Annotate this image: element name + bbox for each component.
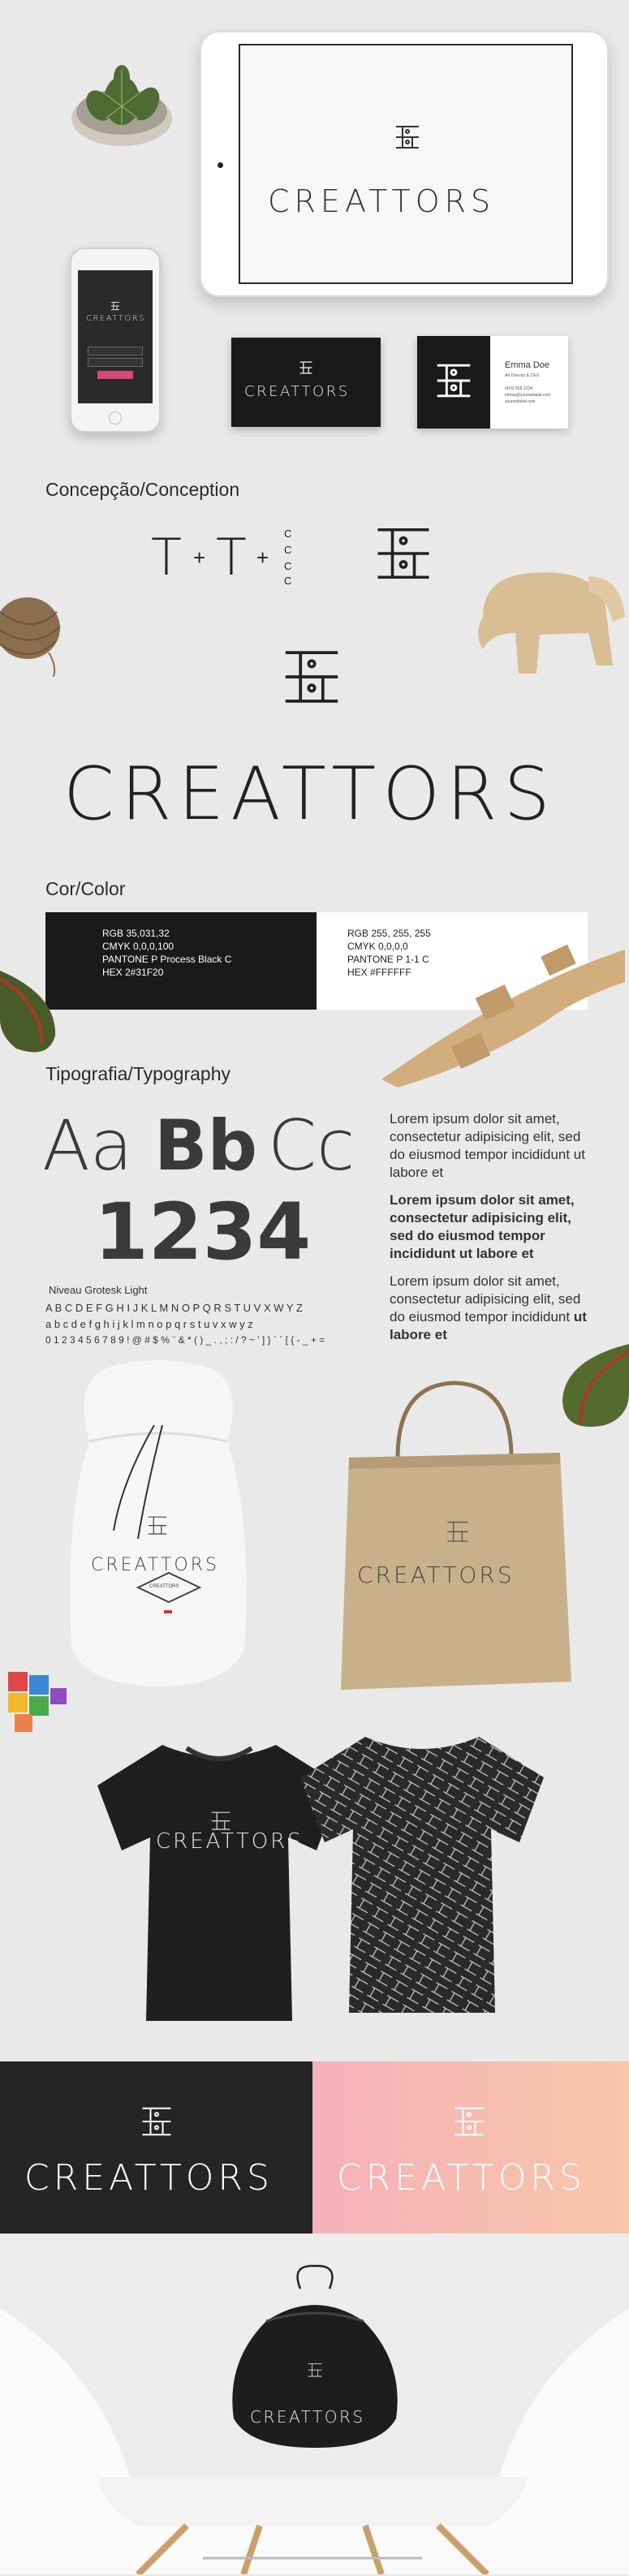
banner-left-logo: CREATTORS xyxy=(24,2157,274,2199)
black-hex: HEX 2#31F20 xyxy=(102,967,164,978)
phone-logo: CREATTORS xyxy=(86,314,146,323)
conception-title: Concepção/Conception xyxy=(45,479,240,500)
creattors-mark-icon xyxy=(449,2104,489,2139)
twine-ball-image xyxy=(0,588,73,677)
formula-plus1: + xyxy=(193,545,206,570)
creattors-mark-icon xyxy=(430,360,477,401)
creattors-mark-icon xyxy=(391,123,424,151)
patterned-tshirt-mockup xyxy=(292,1729,552,2021)
typography-title: Tipografia/Typography xyxy=(45,1063,231,1084)
font-name: Niveau Grotesk Light xyxy=(49,1284,148,1296)
black-cmyk: CMYK 0,0,0,100 xyxy=(102,941,174,952)
tablet-screen xyxy=(239,44,573,284)
white-pantone: PANTONE P 1-1 C xyxy=(347,954,429,965)
lorem-mixed-light: Lorem ipsum dolor sit amet, consectetur adipisicing elit, sed do eiusmod tempor incididunt xyxy=(390,1273,581,1325)
conception-logo: CREATTORS xyxy=(63,752,557,837)
creattors-mark-icon xyxy=(367,521,440,586)
lorem-mixed-bold: ut labore et xyxy=(390,1309,587,1342)
sack-logo: CREATTORS xyxy=(91,1555,219,1575)
card-white-line: yourwebsite.com xyxy=(505,399,536,404)
wooden-crocodile-image xyxy=(381,933,625,1088)
type-bb: Bb xyxy=(154,1105,258,1187)
creattors-mark-icon xyxy=(297,360,315,375)
creattors-mark-icon xyxy=(110,301,121,311)
wooden-blocks-image xyxy=(0,1664,73,1737)
leaf-image xyxy=(0,971,65,1060)
glyphs-lower: a b c d e f g h i j k l m n o p q r s t u v x w y z xyxy=(45,1318,253,1330)
bag-logo: CREATTORS xyxy=(357,1562,515,1588)
black-pantone: PANTONE P Process Black C xyxy=(102,954,232,965)
phone-username-field[interactable] xyxy=(88,347,143,355)
color-title: Cor/Color xyxy=(45,878,126,899)
card-white-role: Art Director & CEO xyxy=(505,373,540,378)
card-white-line: emma@yourwebsite.com xyxy=(505,393,551,398)
glyphs-digits: 0 1 2 3 4 5 6 7 8 9 ! @ # $ % ¨ & * ( ) _ . , ; : / ? ~ ' ] } ` ´ [ { - _ + = xyxy=(45,1334,325,1346)
drawstring-logo: CREATTORS xyxy=(250,2407,365,2427)
tablet-camera xyxy=(218,162,223,168)
sack-tag-text: CREATTORS xyxy=(149,1584,179,1589)
card-white-black-panel xyxy=(417,336,490,429)
business-card-black xyxy=(231,338,381,427)
wooden-elephant-image xyxy=(467,544,629,698)
type-aa: Aa xyxy=(42,1105,133,1187)
white-rgb: RGB 255, 255, 255 xyxy=(347,928,431,939)
kraft-bag-mockup xyxy=(333,1368,576,1701)
conception-formula xyxy=(151,528,305,592)
banner-gradient xyxy=(312,2061,629,2234)
white-sack-mockup xyxy=(57,1352,260,1693)
lorem-light: Lorem ipsum dolor sit amet, consectetur adipisicing elit, sed do eiusmod tempor incididunt ut labore et xyxy=(390,1111,585,1180)
formula-t1: T xyxy=(151,528,182,587)
type-numbers: 1234 xyxy=(94,1187,312,1277)
color-swatch-black xyxy=(45,912,317,1010)
white-cmyk: CMYK 0,0,0,0 xyxy=(347,941,408,952)
type-cc: Cc xyxy=(268,1105,355,1187)
creattors-mark-icon xyxy=(136,2104,177,2139)
phone-home-button xyxy=(109,411,122,424)
business-card-white xyxy=(417,336,568,429)
glyphs-upper: A B C D E F G H I J K L M N O P Q R S T U V X W Y Z xyxy=(45,1302,303,1314)
lorem-bold: Lorem ipsum dolor sit amet, consectetur adipisicing elit, sed do eiusmod tempor incididunt ut labore et xyxy=(390,1192,575,1261)
phone-password-field[interactable] xyxy=(88,358,143,367)
formula-c: C xyxy=(284,544,292,556)
formula-c: C xyxy=(284,575,292,587)
tshirt-logo: CREATTORS xyxy=(156,1829,304,1854)
creattors-mark-icon xyxy=(274,644,349,709)
cactus-plant-image xyxy=(57,37,187,151)
phone-mockup xyxy=(70,248,161,433)
tablet-logo: CREATTORS xyxy=(268,183,496,219)
black-rgb: RGB 35,031,32 xyxy=(102,928,170,939)
white-hex: HEX #FFFFFF xyxy=(347,967,411,978)
formula-c: C xyxy=(284,528,292,540)
formula-t2: T xyxy=(216,528,247,587)
formula-plus2: + xyxy=(256,545,269,570)
tablet-mockup xyxy=(200,31,609,297)
card-white-name: Emma Doe xyxy=(505,360,550,370)
phone-login-button[interactable] xyxy=(97,371,133,379)
card-black-logo: CREATTORS xyxy=(244,383,350,400)
phone-screen xyxy=(78,270,153,403)
banner-dark xyxy=(0,2061,312,2234)
card-white-line: (415) 555-1234 xyxy=(505,386,533,391)
formula-c: C xyxy=(284,560,292,572)
lorem-mixed xyxy=(390,1273,592,1344)
banner-right-logo: CREATTORS xyxy=(337,2157,586,2199)
